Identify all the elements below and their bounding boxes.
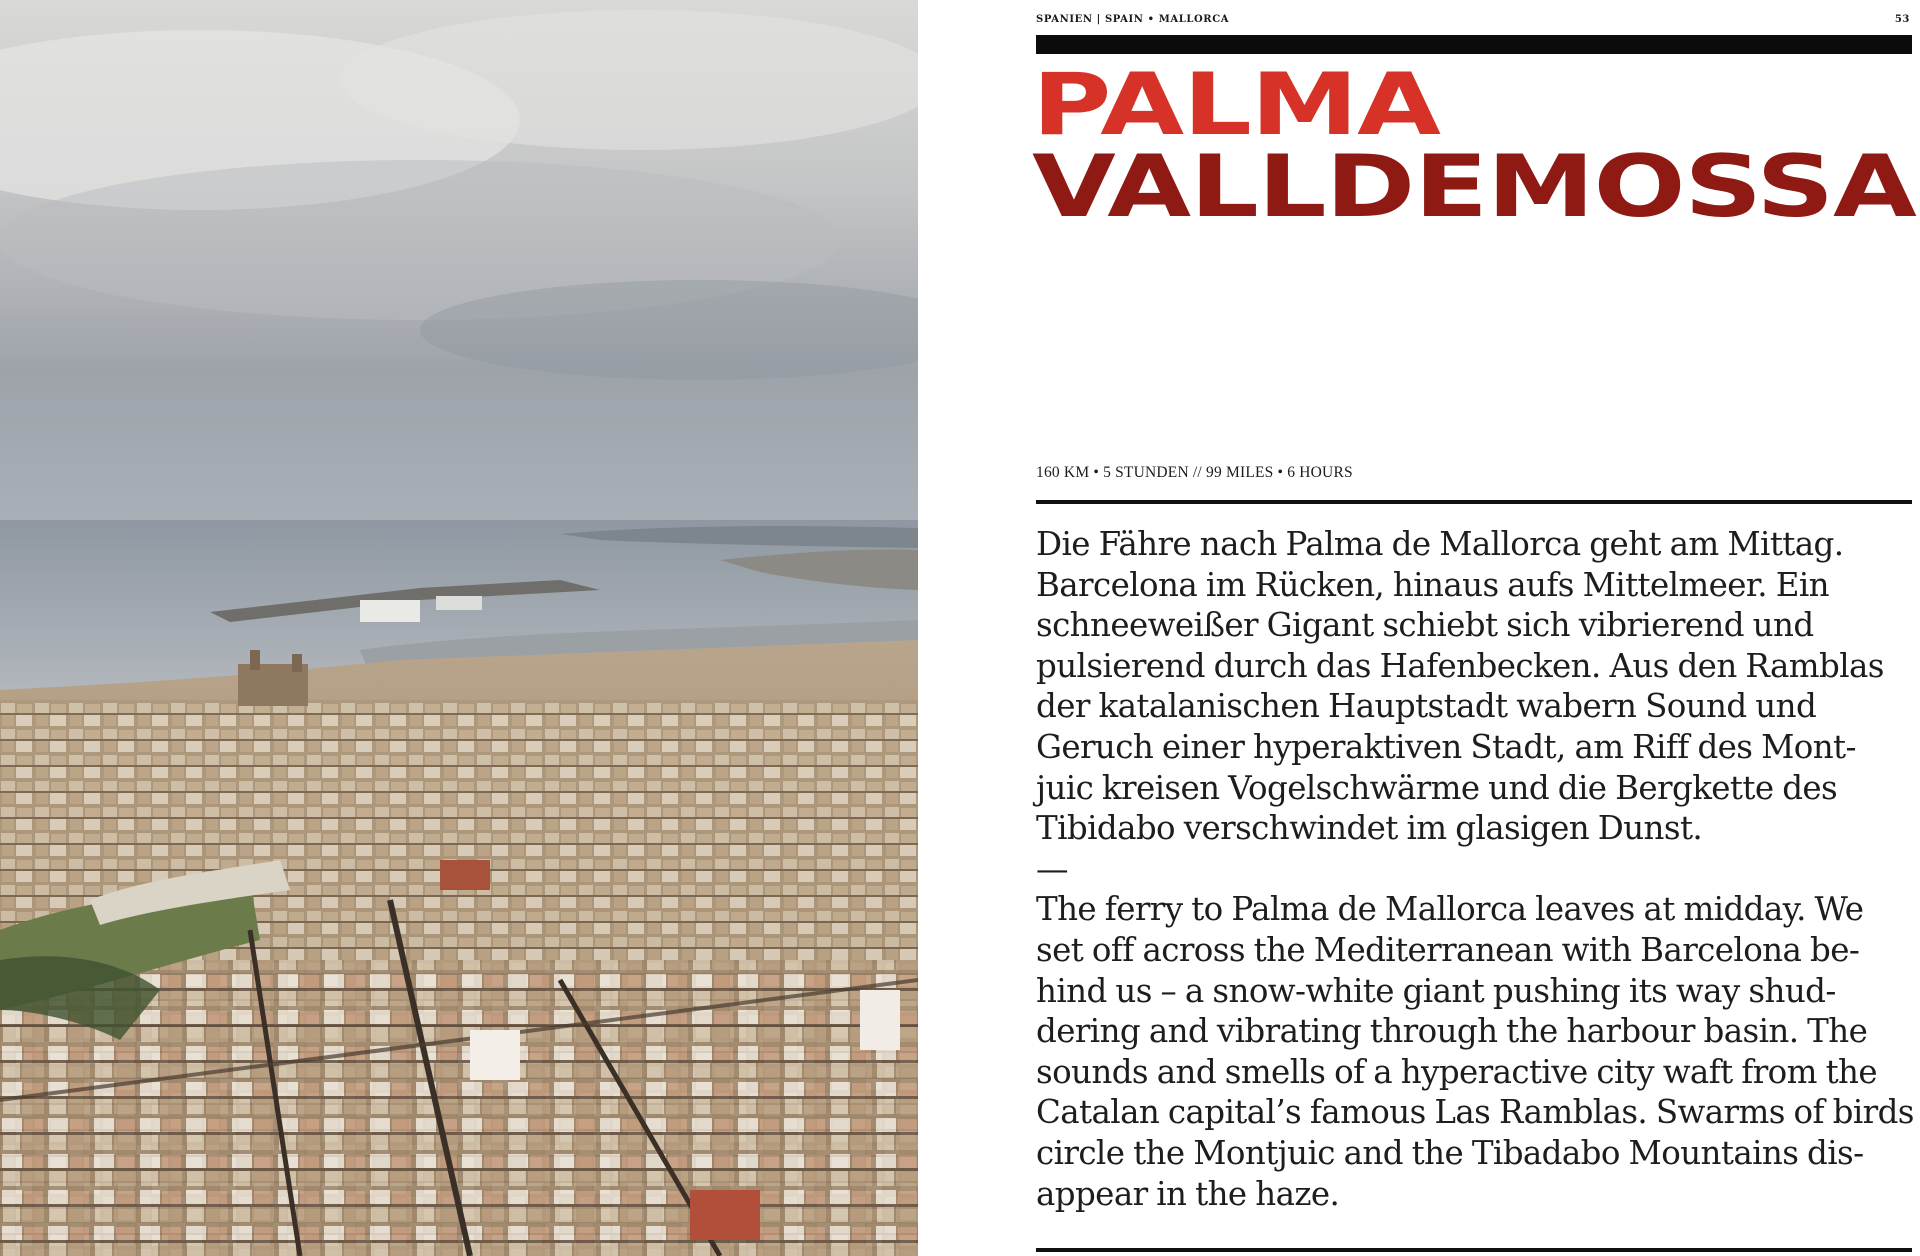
headline-line-1: PALMA: [1032, 55, 1440, 155]
running-head: [1036, 14, 1914, 25]
language-separator: —: [1036, 849, 1068, 888]
top-rule: [1036, 35, 1912, 54]
article-body: [1036, 524, 1916, 1214]
german-paragraph: Die Fähre nach Palma de Mallorca geht am Mittag. Barcelona im Rücken, hinaus aufs Mittelmeer. Ein schneeweißer Gigant schiebt sich vibrierend und pulsierend durch das Hafenbecken. Aus den Ramblas der katalanischen Hauptstadt wabern Sound und Geruch einer hyperaktiven Stadt, am Riff des Mont- juic kreisen Vogelschwärme und die Bergkette des Tibidabo verschwindet im glasigen Dunst.: [1036, 525, 1884, 848]
bottom-rule: [1036, 1248, 1912, 1252]
article-page: [1032, 0, 1916, 1256]
headline: [1032, 55, 1916, 237]
english-paragraph: The ferry to Palma de Mallorca leaves at midday. We set off across the Mediterranean with Barcelona be- hind us – a snow-white giant pushing its way shud- dering and vibrating through the harbour basin. The sounds and smells of a hyperactive city waft from the Catalan capital’s famous Las Ramblas. Swarms of birds circle the Montjuic and the Tibadabo Mountains dis- appear in the haze.: [1036, 890, 1914, 1213]
section-label: SPANIEN | SPAIN • MALLORCA: [1036, 14, 1230, 25]
headline-line-2: VALLDEMOSSA: [1032, 137, 1916, 237]
aerial-city-photo: [0, 0, 918, 1256]
page-number: 53: [1894, 14, 1910, 25]
middle-rule: [1036, 500, 1912, 504]
distance-info: 160 KM • 5 STUNDEN // 99 MILES • 6 HOURS: [1036, 464, 1353, 481]
aerial-city-illustration: [0, 0, 918, 1256]
